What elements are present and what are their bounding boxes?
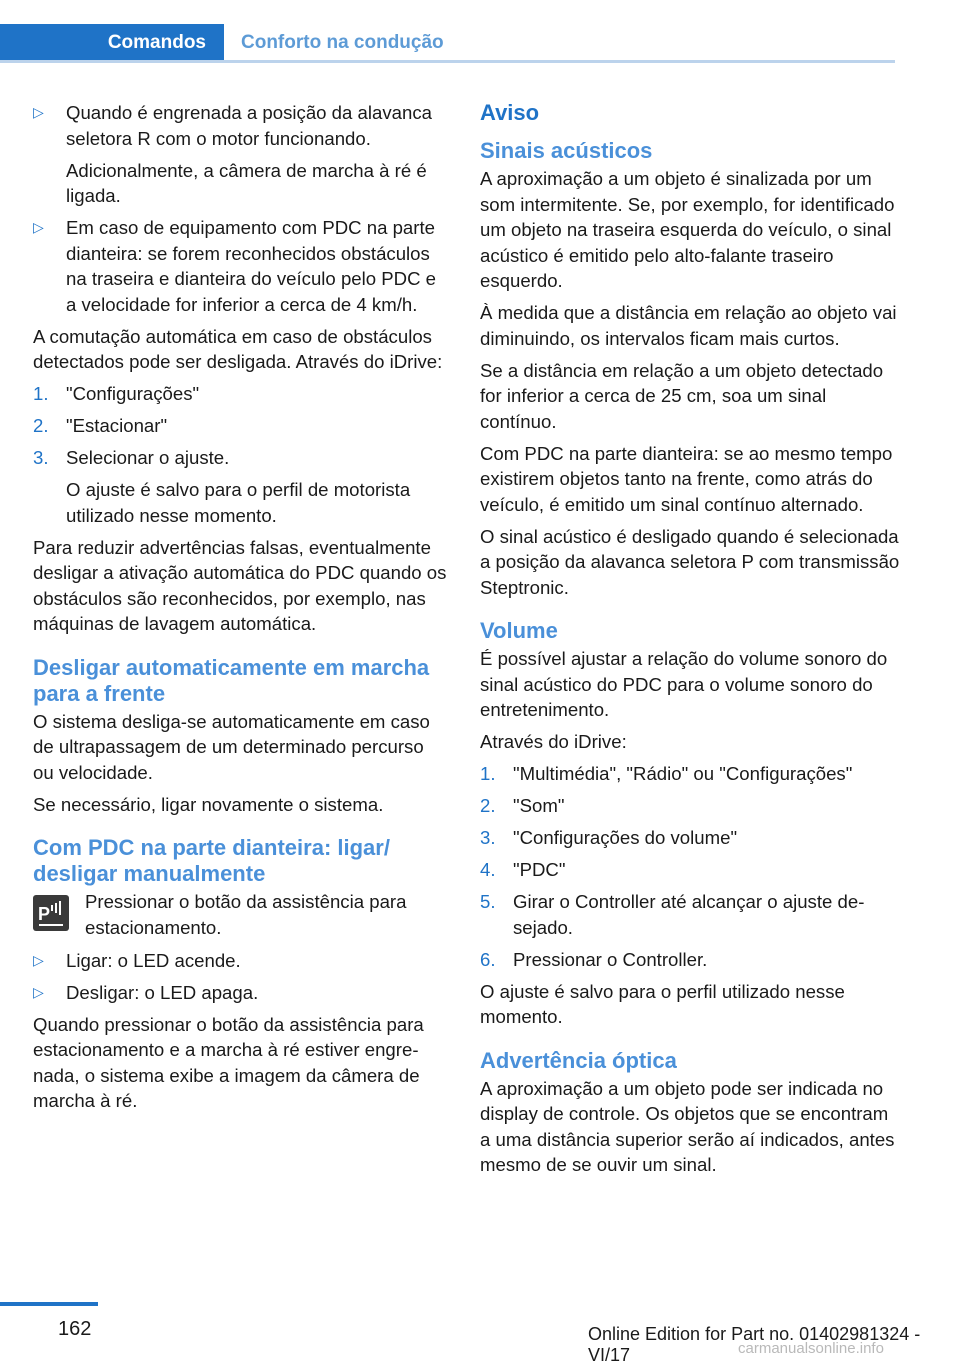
bullet-text: Quando é engrenada a posição da alavanca seletora R com o motor funcionando.: [66, 102, 432, 149]
step-number: 2.: [33, 415, 49, 436]
step-item: [480, 761, 900, 787]
bullet-text: Em caso de equipamento com PDC na parte dianteira: se forem reconhecidos obstáculos na traseira e dianteira do veículo pelo PDC e a velocidade for inferior a cerca de 4 km/h.: [66, 217, 437, 315]
paragraph: Se necessário, ligar novamente o sistema.: [33, 793, 384, 815]
step-number: 1.: [33, 383, 49, 404]
watermark: carmanualsonline.info: [738, 1340, 884, 1357]
section-heading: Advertência óptica: [480, 1047, 677, 1073]
step-extra: O ajuste é salvo para o perfil de motorista utilizado nesse momento.: [66, 479, 411, 526]
step-text: Selecionar o ajuste.: [66, 447, 230, 468]
step-text: Pressionar o Controller.: [513, 948, 708, 970]
section-heading: Com PDC na parte dianteira: ligar/ desligar manualmente: [33, 835, 390, 886]
step-number: 3.: [480, 827, 496, 848]
step-number: 2.: [480, 795, 496, 816]
step-text: "Configurações": [66, 383, 200, 404]
paragraph: Quando pressionar o botão da assistência para estacionamento e a marcha à ré estiver engrenada, o sistema exibe a imagem da câmera de marcha à ré.: [33, 1013, 424, 1111]
tab-conforto-na-conducao[interactable]: Conforto na condução: [241, 32, 444, 53]
section-heading: Desligar automaticamente em marcha para a frente: [33, 654, 430, 706]
paragraph: É possível ajustar a relação do volume sonoro do sinal acústico do PDC para o volume sonoro do entretenimento.: [480, 648, 888, 720]
bullet-icon: ▷: [33, 983, 44, 1000]
bullet-text: Ligar: o LED acende.: [66, 949, 241, 971]
paragraph: A aproximação a um objeto é sinalizada por um som intermitente. Se, por exemplo, for identificado um objeto na traseira esquerda do veículo, o sinal acústico é emitido pelo alto-falante traseiro esquerdo.: [480, 168, 895, 291]
step-item: [480, 825, 900, 851]
parking-assist-icon: [33, 895, 69, 931]
paragraph: À medida que a distância em relação ao objeto vai diminuindo, os intervalos ficam mais curtos.: [480, 302, 897, 349]
step-item: [480, 947, 900, 973]
paragraph: O sistema desliga-se automaticamente em caso de ultrapassagem de um determinado percurso ou velocidade.: [33, 710, 430, 783]
list-item: [33, 980, 448, 1006]
step-text: "PDC": [513, 859, 566, 880]
paragraph: Para reduzir advertências falsas, eventualmente desligar a ativação automática do PDC quando os obstáculos são reconhecidos, por exemplo, nas máquinas de lavagem automática.: [33, 536, 447, 634]
paragraph: Com PDC na parte dianteira: se ao mesmo tempo existirem objetos tanto na frente, como atrás do veículo, é emitido um sinal contínuo alternado.: [480, 442, 893, 515]
step-item: [33, 381, 448, 407]
paragraph: O sinal acústico é desligado quando é selecionada a posição da alavanca seletora P com transmissão Steptronic.: [480, 525, 900, 598]
step-number: 6.: [480, 948, 496, 970]
aviso-heading: Aviso: [480, 100, 540, 125]
step-number: 5.: [480, 891, 496, 912]
bullet-icon: ▷: [33, 219, 44, 235]
section-heading: Volume: [480, 618, 558, 643]
step-text: "Configurações do volume": [513, 827, 738, 848]
footer-divider: [0, 1302, 98, 1306]
paragraph: O ajuste é salvo para o perfil utilizado nesse momento.: [480, 980, 845, 1027]
tab-comandos[interactable]: Comandos: [0, 24, 224, 62]
step-text: "Som": [513, 795, 565, 816]
left-column: [33, 100, 448, 1120]
step-item: [33, 413, 448, 439]
bullet-text: Desligar: o LED apaga.: [66, 981, 259, 1003]
svg-text:P: P: [38, 904, 51, 924]
paragraph: Através do iDrive:: [480, 731, 627, 752]
page-number: 162: [58, 1318, 92, 1340]
step-text: "Estacionar": [66, 415, 168, 436]
pdc-button-text: Pressionar o botão da assistência para estacionamento.: [85, 891, 407, 938]
right-column: [480, 100, 900, 1184]
bullet-extra: Adicionalmente, a câmera de marcha à ré é ligada.: [66, 159, 427, 206]
bullet-icon: ▷: [33, 104, 44, 120]
list-item: [33, 215, 448, 317]
bullet-icon: ▷: [33, 951, 44, 968]
step-number: 3.: [33, 447, 49, 468]
header-divider: [0, 60, 895, 63]
paragraph: Se a distância em relação a um objeto detectado for inferior a cerca de 25 cm, soa um sinal contínuo.: [480, 359, 884, 432]
paragraph: A aproximação a um objeto pode ser indicada no display de controle. Os objetos que se encontram a uma distância superior serão aí indicados, antes mesmo de se ouvir um sinal.: [480, 1077, 895, 1175]
step-item: [480, 793, 900, 819]
step-number: 1.: [480, 763, 496, 784]
pdc-button-row: [33, 889, 448, 941]
step-text: "Multimédia", "Rádio" ou "Configurações": [513, 763, 853, 784]
list-item: [33, 100, 448, 151]
step-number: 4.: [480, 859, 496, 880]
step-item: [33, 445, 448, 471]
paragraph: A comutação automática em caso de obstáculos detectados pode ser desligada. Através do iDrive:: [33, 325, 443, 372]
edition-note: Online Edition for Part no. 01402981324 - VI/17: [588, 1324, 921, 1365]
step-text: Girar o Controller até alcançar o ajuste desejado.: [513, 891, 865, 938]
list-item: [33, 948, 448, 974]
step-item: [480, 889, 900, 940]
step-item: [480, 857, 900, 883]
section-heading: Sinais acústicos: [480, 138, 653, 163]
